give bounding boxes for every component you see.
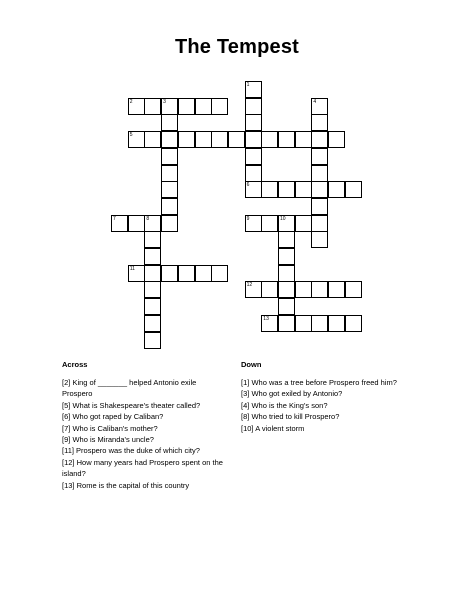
grid-cell[interactable] — [144, 265, 161, 282]
grid-cell[interactable] — [195, 98, 212, 115]
grid-cell[interactable] — [345, 181, 362, 198]
clue-number: 13 — [263, 315, 269, 322]
grid-cell[interactable] — [245, 98, 262, 115]
across-clue: [7] Who is Caliban's mother? — [62, 423, 158, 433]
grid-cell[interactable] — [144, 98, 161, 115]
clue-number: 4 — [313, 98, 317, 105]
across-clue: island? — [62, 469, 86, 479]
grid-cell[interactable] — [211, 98, 228, 115]
down-heading: Down — [241, 360, 262, 369]
down-clue-list — [241, 377, 397, 434]
grid-cell[interactable] — [278, 281, 295, 298]
grid-cell[interactable] — [245, 131, 262, 148]
grid-cell[interactable] — [278, 231, 295, 248]
grid-cell[interactable] — [278, 248, 295, 265]
grid-cell[interactable] — [311, 181, 328, 198]
across-clue: [9] Who is Miranda's uncle? — [62, 435, 154, 445]
clue-number: 2 — [129, 98, 133, 105]
grid-cell[interactable] — [128, 131, 145, 148]
grid-cell[interactable] — [144, 281, 161, 298]
grid-cell[interactable] — [128, 215, 145, 232]
across-clue: [11] Prospero was the duke of which city? — [62, 446, 200, 456]
grid-cell[interactable] — [278, 298, 295, 315]
clue-number: 1 — [246, 82, 250, 88]
grid-cell[interactable] — [144, 131, 161, 148]
grid-cell[interactable] — [161, 165, 178, 182]
grid-cell[interactable] — [161, 198, 178, 215]
grid-cell[interactable] — [295, 281, 312, 298]
grid-cell[interactable] — [278, 131, 295, 148]
grid-cell[interactable] — [144, 231, 161, 248]
grid-cell[interactable] — [345, 315, 362, 332]
grid-cell[interactable] — [278, 265, 295, 282]
grid-cell[interactable] — [144, 215, 161, 232]
across-clue: [5] What is Shakespeare's theater called? — [62, 400, 201, 410]
across-clue: Prospero — [62, 389, 93, 399]
down-clue: [3] Who got exiled by Antonio? — [241, 389, 343, 399]
grid-cell[interactable] — [311, 231, 328, 248]
down-clue: [4] Who is the King's son? — [241, 400, 328, 410]
grid-cell[interactable] — [178, 98, 195, 115]
clue-number: 9 — [246, 215, 250, 222]
grid-cell[interactable] — [311, 198, 328, 215]
grid-cell[interactable] — [311, 315, 328, 332]
grid-cell[interactable] — [245, 181, 262, 198]
down-clue: [1] Who was a tree before Prospero freed him? — [241, 378, 397, 387]
clue-number: 10 — [280, 215, 286, 222]
across-clue: [13] Rome is the capital of this country — [62, 480, 190, 490]
grid-cell[interactable] — [111, 215, 128, 232]
grid-cell[interactable] — [261, 215, 278, 232]
grid-cell[interactable] — [144, 298, 161, 315]
clue-number: 8 — [146, 215, 150, 222]
clue-number: 6 — [246, 182, 250, 189]
across-clue: [12] How many years had Prospero spent on the — [62, 457, 223, 467]
grid-cell[interactable] — [245, 148, 262, 165]
grid-cell[interactable] — [328, 131, 345, 148]
down-clue: [8] Who tried to kill Prospero? — [241, 412, 340, 422]
grid-cell[interactable] — [161, 181, 178, 198]
grid-cell[interactable] — [245, 281, 262, 298]
grid-cell[interactable] — [161, 98, 178, 115]
grid-cell[interactable] — [278, 315, 295, 332]
clue-number: 12 — [246, 282, 253, 289]
grid-cell[interactable] — [161, 215, 178, 232]
grid-cell[interactable] — [178, 265, 195, 282]
grid-cell[interactable] — [311, 165, 328, 182]
grid-cell[interactable] — [261, 281, 278, 298]
clue-number: 7 — [113, 215, 116, 222]
grid-cell[interactable] — [295, 131, 312, 148]
across-clue: [2] King of _______ helped Antonio exile — [62, 378, 197, 387]
grid-cell[interactable] — [161, 114, 178, 131]
grid-cell[interactable] — [161, 148, 178, 165]
grid-cell[interactable] — [211, 265, 228, 282]
grid-cell[interactable] — [245, 114, 262, 131]
grid-cell[interactable] — [295, 315, 312, 332]
grid-cell[interactable] — [311, 98, 328, 115]
grid-cell[interactable] — [128, 98, 145, 115]
grid-cell[interactable] — [261, 181, 278, 198]
down-clue: [10] A violent storm — [241, 423, 305, 433]
grid-cell[interactable] — [311, 215, 328, 232]
clue-number: 11 — [129, 265, 135, 272]
grid-cell[interactable] — [195, 265, 212, 282]
across-clue: [6] Who got raped by Caliban? — [62, 412, 164, 422]
across-heading: Across — [62, 360, 88, 369]
grid-cell[interactable] — [245, 81, 262, 98]
grid-cell[interactable] — [328, 281, 345, 298]
grid-cell[interactable] — [311, 281, 328, 298]
grid-cell[interactable] — [228, 131, 245, 148]
grid-cell[interactable] — [245, 215, 262, 232]
grid-cell[interactable] — [211, 131, 228, 148]
grid-cell[interactable] — [245, 165, 262, 182]
grid-cell[interactable] — [144, 248, 161, 265]
grid-cell[interactable] — [295, 215, 312, 232]
clue-number: 5 — [129, 132, 133, 139]
grid-cell[interactable] — [161, 265, 178, 282]
grid-cell[interactable] — [345, 281, 362, 298]
grid-cell[interactable] — [128, 265, 145, 282]
grid-cell[interactable] — [311, 114, 328, 131]
grid-cell[interactable] — [311, 131, 328, 148]
grid-cell[interactable] — [195, 131, 212, 148]
grid-cell[interactable] — [261, 315, 278, 332]
grid-cell[interactable] — [278, 215, 295, 232]
grid-cell[interactable] — [178, 131, 195, 148]
grid-cell[interactable] — [311, 148, 328, 165]
grid-cell[interactable] — [295, 181, 312, 198]
grid-cell[interactable] — [144, 332, 161, 349]
puzzle-title: The Tempest — [174, 36, 300, 58]
grid-cell[interactable] — [261, 131, 278, 148]
grid-cell[interactable] — [161, 131, 178, 148]
grid-cell[interactable] — [144, 315, 161, 332]
grid-cell[interactable] — [328, 181, 345, 198]
across-clue-list — [62, 377, 223, 491]
grid-cell[interactable] — [278, 181, 295, 198]
clue-number: 3 — [163, 98, 166, 105]
grid-cell[interactable] — [328, 315, 345, 332]
